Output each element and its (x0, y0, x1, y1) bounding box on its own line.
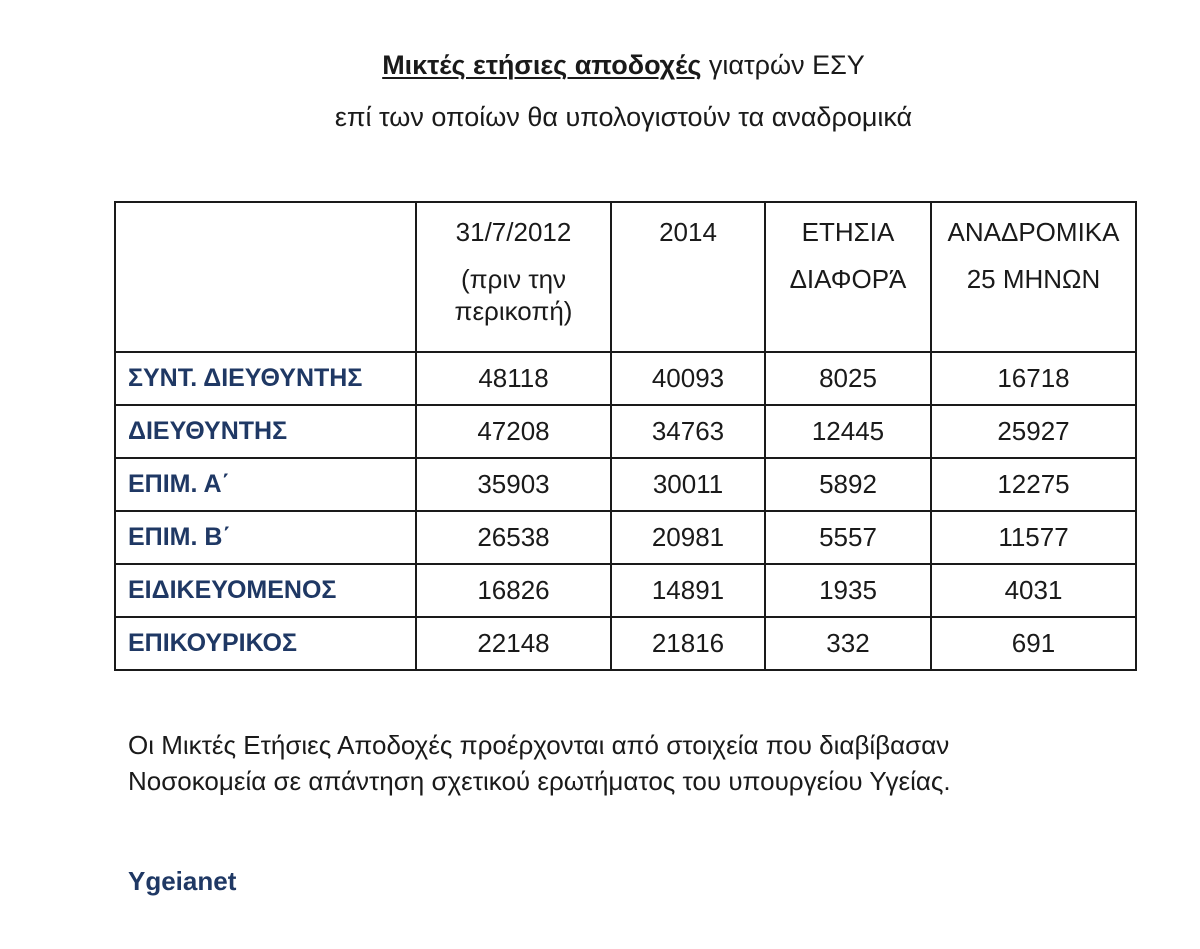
cell-retro: 25927 (931, 405, 1136, 458)
cell-annual-diff: 1935 (765, 564, 931, 617)
cell-annual-diff: 12445 (765, 405, 931, 458)
cell-annual-diff: 8025 (765, 352, 931, 405)
cell-before-cut: 48118 (416, 352, 611, 405)
cell-before-cut: 16826 (416, 564, 611, 617)
row-label: ΕΠΙΜ. Α΄ (115, 458, 416, 511)
header-cell-2014 (611, 202, 765, 352)
cell-2014: 34763 (611, 405, 765, 458)
table-row (115, 405, 1136, 458)
cell-retro: 12275 (931, 458, 1136, 511)
cell-annual-diff: 332 (765, 617, 931, 670)
row-label: ΔΙΕΥΘΥΝΤΗΣ (115, 405, 416, 458)
cell-before-cut: 22148 (416, 617, 611, 670)
cell-retro: 691 (931, 617, 1136, 670)
footnote (128, 727, 1148, 799)
document-title (0, 49, 1200, 81)
table-header-row (115, 202, 1136, 352)
header-cell-empty (115, 202, 416, 352)
table-row (115, 564, 1136, 617)
table-row (115, 617, 1136, 670)
row-label: ΕΠΙΚΟΥΡΙΚΟΣ (115, 617, 416, 670)
cell-annual-diff: 5557 (765, 511, 931, 564)
cell-before-cut: 26538 (416, 511, 611, 564)
cell-2014: 20981 (611, 511, 765, 564)
row-label: ΕΠΙΜ. Β΄ (115, 511, 416, 564)
cell-before-cut: 35903 (416, 458, 611, 511)
header-line1: 31/7/2012 (455, 217, 572, 247)
cell-2014: 30011 (611, 458, 765, 511)
source-credit: Ygeianet (128, 866, 237, 896)
cell-retro: 11577 (931, 511, 1136, 564)
footnote-line: Οι Μικτές Ετήσιες Αποδοχές προέρχονται από στοιχεία που διαβίβασαν (128, 730, 950, 760)
table-row (115, 458, 1136, 511)
header-line1: 2014 (659, 217, 717, 247)
row-label: ΕΙΔΙΚΕΥΟΜΕΝΟΣ (115, 564, 416, 617)
table-row (115, 511, 1136, 564)
cell-retro: 16718 (931, 352, 1136, 405)
table-row (115, 352, 1136, 405)
title-rest: γιατρών ΕΣΥ (701, 50, 865, 80)
header-line2: (πριν την περικοπή) (454, 264, 573, 326)
cell-2014: 40093 (611, 352, 765, 405)
header-line2: ΔΙΑΦΟΡΆ (789, 264, 907, 294)
footnote-line: Νοσοκομεία σε απάντηση σχετικού ερωτήματος του υπουργείου Υγείας. (128, 766, 951, 796)
cell-annual-diff: 5892 (765, 458, 931, 511)
cell-2014: 21816 (611, 617, 765, 670)
title-emphasis: Μικτές ετήσιες αποδοχές (382, 50, 702, 80)
document-subtitle: επί των οποίων θα υπολογιστούν τα αναδρομικά (334, 102, 913, 132)
header-line1: ΑΝΑΔΡΟΜΙΚΑ (947, 217, 1120, 247)
cell-retro: 4031 (931, 564, 1136, 617)
header-line2: 25 ΜΗΝΩΝ (966, 264, 1101, 294)
header-line1: ΕΤΗΣΙΑ (801, 217, 895, 247)
header-cell-annual-diff (765, 202, 931, 352)
row-label: ΣΥΝΤ. ΔΙΕΥΘΥΝΤΗΣ (115, 352, 416, 405)
cell-2014: 14891 (611, 564, 765, 617)
salaries-table (114, 201, 1137, 671)
header-cell-before-cut (416, 202, 611, 352)
header-cell-retro (931, 202, 1136, 352)
cell-before-cut: 47208 (416, 405, 611, 458)
